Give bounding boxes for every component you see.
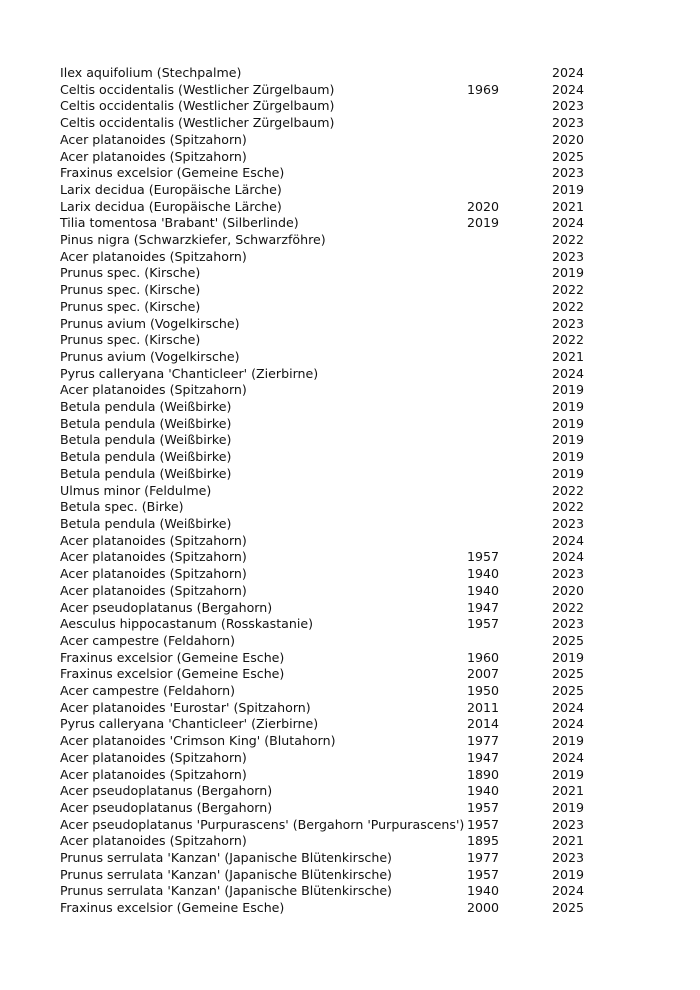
table-row: [60, 683, 600, 700]
inspection-year-cell: 2023: [552, 315, 585, 331]
tree-species-cell: Acer platanoides (Spitzahorn): [60, 382, 247, 398]
planting-year-cell: 1960: [467, 649, 500, 665]
planting-year-cell: 1969: [467, 81, 500, 97]
inspection-year-cell: 2019: [552, 181, 585, 197]
tree-species-cell: Prunus spec. (Kirsche): [60, 332, 201, 348]
inspection-year-cell: 2019: [552, 766, 585, 782]
planting-year-cell: 1940: [467, 582, 500, 598]
tree-species-cell: Acer campestre (Feldahorn): [60, 632, 236, 648]
inspection-year-cell: 2023: [552, 816, 585, 832]
table-row: [60, 817, 600, 834]
tree-species-cell: Acer platanoides (Spitzahorn): [60, 833, 247, 849]
planting-year-cell: [467, 466, 552, 483]
planting-year-cell: [467, 449, 552, 466]
planting-year-cell: 1940: [467, 883, 500, 899]
table-row: [60, 432, 600, 449]
tree-species-cell: Prunus spec. (Kirsche): [60, 265, 201, 281]
planting-year-cell: 2020: [467, 198, 500, 214]
inspection-year-cell: 2024: [552, 699, 585, 715]
inspection-year-cell: 2023: [552, 616, 585, 632]
inspection-year-cell: 2024: [552, 549, 585, 565]
tree-species-cell: Pyrus calleryana 'Chanticleer' (Zierbirne): [60, 716, 319, 732]
table-row: [60, 516, 600, 533]
planting-year-cell: [467, 483, 552, 500]
inspection-year-cell: 2022: [552, 298, 585, 314]
tree-species-cell: Acer platanoides (Spitzahorn): [60, 148, 247, 164]
planting-year-cell: 1957: [467, 549, 500, 565]
planting-year-cell: 1890: [467, 766, 500, 782]
planting-year-cell: 2000: [467, 900, 500, 916]
planting-year-cell: [467, 316, 552, 333]
tree-species-cell: Prunus serrulata 'Kanzan' (Japanische Blütenkirsche): [60, 850, 392, 866]
planting-year-cell: 1895: [467, 833, 500, 849]
planting-year-cell: [467, 332, 552, 349]
table-row: [60, 883, 600, 900]
inspection-year-cell: 2019: [552, 432, 585, 448]
tree-species-cell: Prunus spec. (Kirsche): [60, 298, 201, 314]
table-row: [60, 716, 600, 733]
table-row: [60, 416, 600, 433]
table-row: [60, 900, 600, 917]
table-row: [60, 132, 600, 149]
table-row: [60, 466, 600, 483]
table-row: [60, 700, 600, 717]
planting-year-cell: [467, 98, 552, 115]
tree-species-cell: Fraxinus excelsior (Gemeine Esche): [60, 666, 285, 682]
table-row: [60, 332, 600, 349]
table-row: [60, 533, 600, 550]
tree-species-cell: Acer campestre (Feldahorn): [60, 683, 236, 699]
inspection-year-cell: 2023: [552, 566, 585, 582]
table-row: [60, 499, 600, 516]
tree-species-cell: Fraxinus excelsior (Gemeine Esche): [60, 900, 285, 916]
tree-species-cell: Betula spec. (Birke): [60, 499, 184, 515]
inspection-year-cell: 2024: [552, 883, 585, 899]
inspection-year-cell: 2019: [552, 799, 585, 815]
planting-year-cell: [467, 265, 552, 282]
tree-species-cell: Betula pendula (Weißbirke): [60, 465, 232, 481]
table-row: [60, 299, 600, 316]
inspection-year-cell: 2019: [552, 465, 585, 481]
planting-year-cell: 1957: [467, 816, 500, 832]
inspection-year-cell: 2021: [552, 348, 585, 364]
inspection-year-cell: 2024: [552, 716, 585, 732]
tree-species-cell: Prunus serrulata 'Kanzan' (Japanische Blütenkirsche): [60, 866, 392, 882]
tree-species-cell: Celtis occidentalis (Westlicher Zürgelbaum): [60, 115, 335, 131]
tree-species-cell: Betula pendula (Weißbirke): [60, 399, 232, 415]
inspection-year-cell: 2025: [552, 666, 585, 682]
inspection-year-cell: 2025: [552, 632, 585, 648]
tree-species-cell: Celtis occidentalis (Westlicher Zürgelbaum): [60, 98, 335, 114]
inspection-year-cell: 2023: [552, 515, 585, 531]
tree-species-cell: Betula pendula (Weißbirke): [60, 432, 232, 448]
table-row: [60, 199, 600, 216]
planting-year-cell: [467, 165, 552, 182]
planting-year-cell: [467, 533, 552, 550]
inspection-year-cell: 2020: [552, 582, 585, 598]
table-row: [60, 616, 600, 633]
inspection-year-cell: 2022: [552, 482, 585, 498]
inspection-year-cell: 2024: [552, 749, 585, 765]
table-row: [60, 316, 600, 333]
planting-year-cell: [467, 132, 552, 149]
table-row: [60, 750, 600, 767]
planting-year-cell: [467, 432, 552, 449]
inspection-year-cell: 2021: [552, 198, 585, 214]
tree-species-cell: Celtis occidentalis (Westlicher Zürgelbaum): [60, 81, 335, 97]
table-row: [60, 265, 600, 282]
tree-species-cell: Larix decidua (Europäische Lärche): [60, 198, 282, 214]
planting-year-cell: [467, 633, 552, 650]
inspection-year-cell: 2020: [552, 131, 585, 147]
table-row: [60, 382, 600, 399]
inspection-year-cell: 2021: [552, 833, 585, 849]
tree-species-cell: Acer platanoides 'Crimson King' (Blutahorn): [60, 733, 336, 749]
tree-species-cell: Prunus avium (Vogelkirsche): [60, 348, 240, 364]
inspection-year-cell: 2023: [552, 115, 585, 131]
planting-year-cell: 1957: [467, 799, 500, 815]
tree-species-cell: Acer platanoides (Spitzahorn): [60, 532, 247, 548]
tree-species-cell: Prunus serrulata 'Kanzan' (Japanische Blütenkirsche): [60, 883, 392, 899]
tree-species-cell: Prunus spec. (Kirsche): [60, 282, 201, 298]
table-row: [60, 399, 600, 416]
inspection-year-cell: 2023: [552, 98, 585, 114]
tree-species-cell: Acer platanoides 'Eurostar' (Spitzahorn): [60, 699, 311, 715]
planting-year-cell: [467, 366, 552, 383]
planting-year-cell: [467, 416, 552, 433]
table-row: [60, 633, 600, 650]
inspection-year-cell: 2025: [552, 900, 585, 916]
table-row: [60, 600, 600, 617]
tree-species-cell: Pyrus calleryana 'Chanticleer' (Zierbirne): [60, 365, 319, 381]
planting-year-cell: [467, 399, 552, 416]
inspection-year-cell: 2019: [552, 733, 585, 749]
planting-year-cell: [467, 65, 552, 82]
table-row: [60, 867, 600, 884]
tree-species-cell: Acer platanoides (Spitzahorn): [60, 582, 247, 598]
planting-year-cell: 1947: [467, 749, 500, 765]
tree-list-table: [60, 65, 600, 917]
inspection-year-cell: 2025: [552, 148, 585, 164]
tree-species-cell: Acer platanoides (Spitzahorn): [60, 766, 247, 782]
tree-species-cell: Prunus avium (Vogelkirsche): [60, 315, 240, 331]
tree-species-cell: Betula pendula (Weißbirke): [60, 415, 232, 431]
inspection-year-cell: 2019: [552, 382, 585, 398]
tree-species-cell: Acer platanoides (Spitzahorn): [60, 248, 247, 264]
table-row: [60, 650, 600, 667]
tree-species-cell: Acer platanoides (Spitzahorn): [60, 549, 247, 565]
inspection-year-cell: 2022: [552, 499, 585, 515]
table-row: [60, 566, 600, 583]
inspection-year-cell: 2024: [552, 81, 585, 97]
table-row: [60, 800, 600, 817]
planting-year-cell: 2011: [467, 699, 500, 715]
inspection-year-cell: 2019: [552, 265, 585, 281]
planting-year-cell: [467, 382, 552, 399]
table-row: [60, 115, 600, 132]
planting-year-cell: 2014: [467, 716, 500, 732]
table-row: [60, 249, 600, 266]
tree-species-cell: Ilex aquifolium (Stechpalme): [60, 65, 242, 80]
planting-year-cell: 1947: [467, 599, 500, 615]
tree-species-cell: Aesculus hippocastanum (Rosskastanie): [60, 616, 313, 632]
tree-list-body: [60, 65, 600, 917]
inspection-year-cell: 2019: [552, 399, 585, 415]
tree-species-cell: Acer platanoides (Spitzahorn): [60, 749, 247, 765]
table-row: [60, 366, 600, 383]
inspection-year-cell: 2019: [552, 415, 585, 431]
table-row: [60, 182, 600, 199]
table-row: [60, 165, 600, 182]
planting-year-cell: [467, 499, 552, 516]
tree-species-cell: Acer pseudoplatanus 'Purpurascens' (Bergahorn 'Purpurascens'): [60, 816, 465, 832]
tree-species-cell: Larix decidua (Europäische Lärche): [60, 181, 282, 197]
tree-species-cell: Acer platanoides (Spitzahorn): [60, 566, 247, 582]
tree-species-cell: Fraxinus excelsior (Gemeine Esche): [60, 649, 285, 665]
planting-year-cell: [467, 282, 552, 299]
inspection-year-cell: 2024: [552, 215, 585, 231]
inspection-year-cell: 2025: [552, 683, 585, 699]
planting-year-cell: [467, 299, 552, 316]
planting-year-cell: 2019: [467, 215, 500, 231]
table-row: [60, 583, 600, 600]
table-row: [60, 549, 600, 566]
planting-year-cell: [467, 232, 552, 249]
inspection-year-cell: 2023: [552, 165, 585, 181]
inspection-year-cell: 2022: [552, 282, 585, 298]
table-row: [60, 767, 600, 784]
planting-year-cell: [467, 249, 552, 266]
table-row: [60, 82, 600, 99]
tree-species-cell: Acer pseudoplatanus (Bergahorn): [60, 783, 273, 799]
inspection-year-cell: 2019: [552, 449, 585, 465]
tree-species-cell: Ulmus minor (Feldulme): [60, 482, 212, 498]
planting-year-cell: 1950: [467, 683, 500, 699]
planting-year-cell: 2007: [467, 666, 500, 682]
tree-species-cell: Acer pseudoplatanus (Bergahorn): [60, 599, 273, 615]
tree-species-cell: Fraxinus excelsior (Gemeine Esche): [60, 165, 285, 181]
table-row: [60, 449, 600, 466]
planting-year-cell: 1977: [467, 733, 500, 749]
tree-species-cell: Betula pendula (Weißbirke): [60, 515, 232, 531]
tree-species-cell: Acer pseudoplatanus (Bergahorn): [60, 799, 273, 815]
planting-year-cell: [467, 182, 552, 199]
inspection-year-cell: 2019: [552, 866, 585, 882]
tree-species-cell: Tilia tomentosa 'Brabant' (Silberlinde): [60, 215, 299, 231]
table-row: [60, 149, 600, 166]
tree-species-cell: Betula pendula (Weißbirke): [60, 449, 232, 465]
inspection-year-cell: 2022: [552, 232, 585, 248]
table-row: [60, 483, 600, 500]
planting-year-cell: 1940: [467, 783, 500, 799]
planting-year-cell: 1940: [467, 566, 500, 582]
inspection-year-cell: 2022: [552, 599, 585, 615]
planting-year-cell: [467, 516, 552, 533]
planting-year-cell: [467, 349, 552, 366]
table-row: [60, 783, 600, 800]
planting-year-cell: 1957: [467, 616, 500, 632]
inspection-year-cell: 2023: [552, 248, 585, 264]
table-row: [60, 98, 600, 115]
table-row: [60, 850, 600, 867]
table-row: [60, 833, 600, 850]
planting-year-cell: [467, 115, 552, 132]
inspection-year-cell: 2024: [552, 365, 585, 381]
inspection-year-cell: 2024: [552, 65, 585, 80]
inspection-year-cell: 2021: [552, 783, 585, 799]
table-row: [60, 666, 600, 683]
inspection-year-cell: 2023: [552, 850, 585, 866]
tree-species-cell: Pinus nigra (Schwarzkiefer, Schwarzföhre): [60, 232, 326, 248]
table-row: [60, 349, 600, 366]
inspection-year-cell: 2022: [552, 332, 585, 348]
table-row: [60, 282, 600, 299]
planting-year-cell: [467, 149, 552, 166]
table-row: [60, 65, 600, 82]
table-row: [60, 232, 600, 249]
inspection-year-cell: 2024: [552, 532, 585, 548]
planting-year-cell: 1977: [467, 850, 500, 866]
tree-species-cell: Acer platanoides (Spitzahorn): [60, 131, 247, 147]
table-row: [60, 733, 600, 750]
planting-year-cell: 1957: [467, 866, 500, 882]
inspection-year-cell: 2019: [552, 649, 585, 665]
table-row: [60, 215, 600, 232]
